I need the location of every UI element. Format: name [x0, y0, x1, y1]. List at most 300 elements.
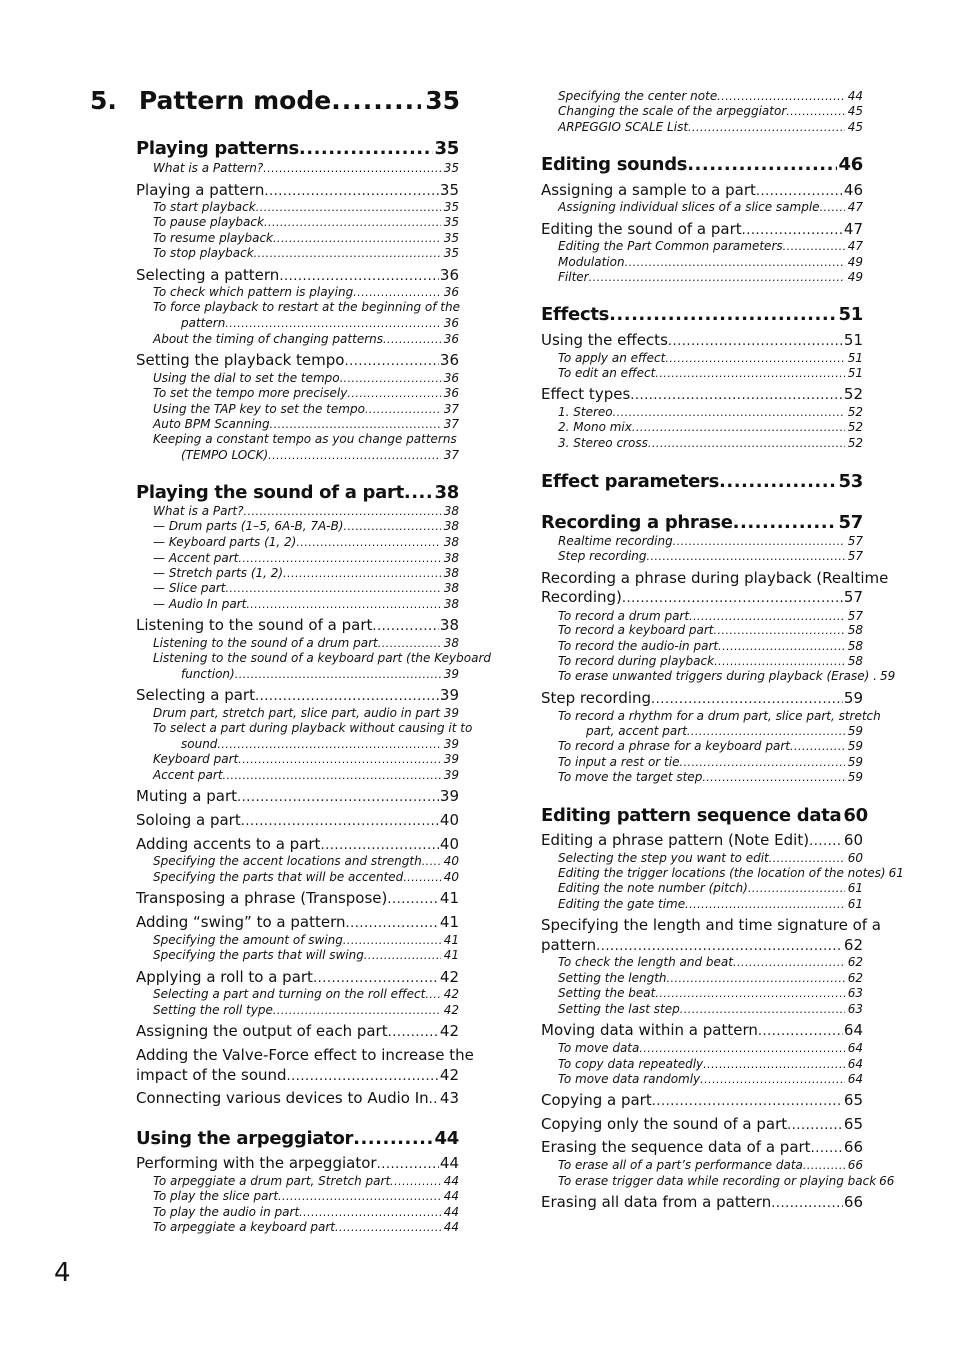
- toc-entry-title: Selecting the step you want to edit: [558, 851, 769, 865]
- toc-entry[interactable]: [136, 968, 459, 986]
- toc-subentry[interactable]: [558, 534, 863, 548]
- toc-entry-title: Step recording: [541, 689, 652, 707]
- toc-entry[interactable]: [541, 1091, 863, 1109]
- toc-entry-page: 51: [838, 304, 863, 325]
- toc-entry-title: pattern: [541, 936, 597, 954]
- leader-dots: [279, 269, 439, 284]
- toc-subentry[interactable]: [153, 1205, 459, 1219]
- toc-subentry[interactable]: [558, 270, 863, 284]
- toc-entry-title: Modulation: [558, 255, 625, 269]
- toc-entry[interactable]: [541, 936, 863, 954]
- leader-dots: [226, 582, 441, 595]
- toc-entry[interactable]: [541, 220, 863, 238]
- toc-entry-title: Keeping a constant tempo as you change patterns: [153, 432, 457, 446]
- toc-subentry[interactable]: [558, 709, 881, 723]
- toc-entry-title: To edit an effect: [558, 366, 656, 380]
- leader-dots: [335, 1221, 441, 1234]
- toc-subentry[interactable]: [153, 285, 459, 299]
- toc-entry-title: Adding “swing” to a pattern: [136, 913, 346, 931]
- toc-entry-title: To select a part during playback without causing it to: [153, 721, 473, 735]
- toc-entry-title: Transposing a phrase (Transpose): [136, 889, 388, 907]
- leader-dots: [632, 421, 845, 434]
- toc-subentry[interactable]: [153, 581, 459, 595]
- leader-dots: [347, 387, 440, 400]
- toc-entry[interactable]: [541, 588, 863, 606]
- leader-dots: [372, 619, 439, 634]
- toc-entry-page: 63: [847, 986, 863, 1000]
- toc-subentry[interactable]: [558, 881, 863, 895]
- toc-entry-page: 65: [843, 1115, 863, 1133]
- toc-entry-page: 62: [847, 955, 863, 969]
- toc-entry-title: Setting the length: [558, 971, 667, 985]
- toc-entry-title: To check the length and beat: [558, 955, 733, 969]
- toc-subentry[interactable]: [153, 432, 459, 446]
- leader-dots: [685, 898, 845, 911]
- toc-entry-page: 62: [847, 971, 863, 985]
- toc-subentry[interactable]: [558, 724, 863, 738]
- toc-entry-title: Adding accents to a part: [136, 835, 321, 853]
- leader-dots: [668, 334, 843, 349]
- toc-entry-title: To resume playback: [153, 231, 273, 245]
- toc-entry-page: 36: [443, 371, 459, 385]
- toc-entry-page: 59: [847, 755, 863, 769]
- toc-entry-title: Using the arpeggiator: [136, 1128, 354, 1149]
- toc-entry-title: Assigning a sample to a part: [541, 181, 756, 199]
- leader-dots: [246, 598, 440, 611]
- toc-entry-page: 51: [847, 351, 863, 365]
- toc-entry[interactable]: [136, 616, 459, 634]
- leader-dots: [803, 1159, 845, 1172]
- toc-entry-title: — Accent part: [153, 551, 239, 565]
- toc-subentry[interactable]: [558, 405, 863, 419]
- toc-entry[interactable]: [541, 385, 863, 403]
- toc-entry-title: Effects: [541, 304, 610, 325]
- toc-entry[interactable]: [136, 1066, 459, 1084]
- toc-entry-page: 58: [847, 654, 863, 668]
- leader-dots: [733, 956, 845, 969]
- toc-subentry[interactable]: [153, 402, 459, 416]
- toc-entry-page: 38: [443, 519, 459, 533]
- leader-dots: [264, 184, 439, 199]
- leader-dots: [758, 1024, 843, 1039]
- leader-dots: [596, 939, 843, 954]
- toc-entry-title: To arpeggiate a drum part, Stretch part: [153, 1174, 391, 1188]
- toc-subentry[interactable]: [153, 246, 459, 260]
- toc-subentry[interactable]: [153, 316, 459, 330]
- leader-dots: [655, 367, 844, 380]
- leader-dots: [365, 403, 441, 416]
- toc-entry[interactable]: [541, 689, 863, 707]
- toc-entry[interactable]: [541, 831, 863, 849]
- toc-entry[interactable]: [136, 1154, 459, 1172]
- toc-subentry[interactable]: [153, 566, 459, 580]
- toc-entry-page: 45: [847, 120, 863, 134]
- toc-subentry[interactable]: [153, 535, 459, 549]
- toc-subentry[interactable]: [153, 721, 473, 735]
- toc-entry-page: 40: [439, 835, 459, 853]
- toc-entry[interactable]: [136, 811, 459, 829]
- toc-section-heading[interactable]: [541, 805, 868, 826]
- toc-entry-title: Drum part, stretch part, slice part, audio in part: [153, 706, 441, 720]
- toc-entry-page: 64: [847, 1041, 863, 1055]
- toc-entry-title: To arpeggiate a keyboard part: [153, 1220, 336, 1234]
- toc-entry-page: 52: [847, 420, 863, 434]
- toc-subentry[interactable]: [558, 755, 863, 769]
- toc-subentry[interactable]: [558, 420, 863, 434]
- toc-entry-page: 35: [443, 200, 459, 214]
- toc-entry-page: 44: [443, 1220, 459, 1234]
- toc-entry-page: 52: [843, 385, 863, 403]
- toc-entry-title: To erase trigger data while recording or playing back: [558, 1174, 877, 1188]
- toc-subentry[interactable]: [558, 436, 863, 450]
- toc-subentry[interactable]: [558, 986, 863, 1000]
- toc-subentry[interactable]: [153, 651, 492, 665]
- toc-section-heading[interactable]: [541, 471, 863, 492]
- toc-entry-page: 36: [443, 316, 459, 330]
- toc-entry-title: Adding the Valve-Force effect to increase the: [136, 1046, 474, 1064]
- toc-entry-page: 39: [439, 787, 459, 805]
- chapter-page: 35: [425, 86, 460, 115]
- toc-entry-page: 51: [843, 331, 863, 349]
- toc-entry-title: Copying a part: [541, 1091, 652, 1109]
- toc-subentry[interactable]: [558, 89, 863, 103]
- toc-entry-page: 42: [439, 968, 459, 986]
- toc-entry-page: 43: [439, 1089, 459, 1107]
- leader-dots: [343, 372, 440, 385]
- leader-dots: [787, 1118, 843, 1133]
- leader-dots: [609, 304, 836, 325]
- leader-dots: [353, 286, 441, 299]
- toc-entry-page: 47: [843, 220, 863, 238]
- toc-entry-page: 38: [443, 636, 459, 650]
- toc-subentry[interactable]: [153, 870, 459, 884]
- toc-entry-title: What is a Part?: [153, 504, 244, 518]
- leader-dots: [283, 567, 441, 580]
- toc-entry-page: 59: [847, 770, 863, 784]
- toc-entry-page: 38: [443, 566, 459, 580]
- toc-entry-title: To record a rhythm for a drum part, slice part, stretch: [558, 709, 881, 723]
- leader-dots: [771, 1196, 843, 1211]
- toc-subentry[interactable]: [558, 1002, 863, 1016]
- toc-subentry[interactable]: [558, 239, 863, 253]
- leader-dots: [241, 814, 439, 829]
- leader-dots: [622, 591, 843, 606]
- leader-dots: [717, 90, 845, 103]
- toc-subentry[interactable]: [558, 971, 863, 985]
- toc-subentry[interactable]: [153, 371, 459, 385]
- leader-dots: [769, 852, 845, 865]
- toc-subentry[interactable]: [153, 987, 459, 1001]
- toc-section-heading[interactable]: [541, 512, 863, 533]
- toc-subentry[interactable]: [153, 161, 459, 175]
- leader-dots: [719, 471, 837, 492]
- toc-subentry[interactable]: [558, 1158, 863, 1172]
- toc-entry-title: Specifying the length and time signature of a: [541, 916, 881, 934]
- leader-dots: [742, 223, 843, 238]
- toc-subentry[interactable]: [558, 1072, 863, 1086]
- toc-subentry[interactable]: [558, 255, 863, 269]
- leader-dots: [320, 838, 438, 853]
- toc-subentry[interactable]: [558, 366, 863, 380]
- toc-entry-page: 44: [443, 1205, 459, 1219]
- leader-dots: [756, 184, 843, 199]
- leader-dots: [346, 916, 439, 931]
- toc-subentry[interactable]: [153, 551, 459, 565]
- leader-dots: [790, 740, 845, 753]
- toc-entry[interactable]: [136, 351, 459, 369]
- toc-subentry[interactable]: [558, 639, 863, 653]
- toc-entry-page: 57: [847, 534, 863, 548]
- toc-entry-page: 46: [843, 181, 863, 199]
- toc-section-heading[interactable]: [541, 304, 863, 325]
- toc-entry-title: To record the audio-in part: [558, 639, 719, 653]
- toc-subentry[interactable]: [558, 1174, 895, 1188]
- leader-dots: [703, 1058, 845, 1071]
- toc-entry[interactable]: [136, 913, 459, 931]
- leader-dots: [270, 418, 441, 431]
- toc-entry-title: Using the TAP key to set the tempo: [153, 402, 365, 416]
- leader-dots: [273, 232, 441, 245]
- toc-entry-title: impact of the sound: [136, 1066, 287, 1084]
- toc-entry-title: Selecting a part: [136, 686, 255, 704]
- toc-entry-page: 63: [847, 1002, 863, 1016]
- leader-dots: [689, 610, 845, 623]
- toc-subentry[interactable]: [558, 623, 863, 637]
- toc-entry-title: To record a phrase for a keyboard part: [558, 739, 790, 753]
- toc-subentry[interactable]: [558, 654, 863, 668]
- toc-entry-title: Specifying the parts that will be accented: [153, 870, 404, 884]
- leader-dots: [667, 972, 845, 985]
- toc-entry[interactable]: [541, 1115, 863, 1133]
- leader-dots: [388, 1025, 439, 1040]
- toc-entry-title: ARPEGGIO SCALE List: [558, 120, 689, 134]
- toc-entry-page: 38: [443, 597, 459, 611]
- toc-subentry[interactable]: [153, 768, 459, 782]
- toc-entry[interactable]: [541, 916, 881, 934]
- toc-entry-title: To record during playback: [558, 654, 715, 668]
- toc-section-heading[interactable]: [136, 1128, 459, 1149]
- toc-subentry[interactable]: [153, 332, 459, 346]
- toc-entry-page: 39: [443, 768, 459, 782]
- toc-subentry[interactable]: [558, 897, 863, 911]
- leader-dots: [404, 482, 433, 503]
- leader-dots: [264, 216, 441, 229]
- leader-dots: [648, 437, 845, 450]
- toc-entry-page: 35: [443, 215, 459, 229]
- toc-entry[interactable]: [136, 1046, 474, 1064]
- toc-subentry[interactable]: [153, 300, 459, 314]
- toc-subentry[interactable]: [153, 1189, 459, 1203]
- toc-entry-title: Assigning the output of each part: [136, 1022, 388, 1040]
- toc-entry-page: 36: [443, 332, 459, 346]
- toc-entry-page: 35: [443, 231, 459, 245]
- toc-entry-page: 39: [443, 667, 459, 681]
- toc-subentry[interactable]: [153, 737, 459, 751]
- toc-entry-title: Listening to the sound of a keyboard part (the Keyboard: [153, 651, 492, 665]
- toc-entry[interactable]: [136, 266, 459, 284]
- toc-entry-page: 35: [443, 161, 459, 175]
- toc-subentry[interactable]: [153, 215, 459, 229]
- toc-entry-title: Erasing all data from a pattern: [541, 1193, 772, 1211]
- toc-entry[interactable]: [136, 1089, 459, 1107]
- toc-subentry[interactable]: [558, 1041, 863, 1055]
- toc-entry-page: 39: [439, 686, 459, 704]
- toc-entry-title: pattern: [181, 316, 226, 330]
- toc-entry-page: 36: [443, 285, 459, 299]
- toc-entry[interactable]: [541, 331, 863, 349]
- toc-section-heading[interactable]: [136, 482, 459, 503]
- toc-entry-title: Connecting various devices to Audio In: [136, 1089, 429, 1107]
- toc-entry-title: Editing the Part Common parameters: [558, 239, 783, 253]
- toc-entry-page: 38: [439, 616, 459, 634]
- toc-subentry[interactable]: [558, 669, 896, 683]
- toc-entry-title: Specifying the parts that will swing: [153, 948, 364, 962]
- toc-subentry[interactable]: [558, 851, 863, 865]
- toc-subentry[interactable]: [558, 770, 863, 784]
- toc-subentry[interactable]: [558, 739, 863, 753]
- chapter-title: Pattern mode: [138, 86, 332, 115]
- toc-entry-title: To play the slice part: [153, 1189, 279, 1203]
- toc-entry-page: 66: [879, 1174, 895, 1188]
- leader-dots: [700, 1073, 845, 1086]
- toc-entry-title: (TEMPO LOCK): [181, 448, 269, 462]
- toc-entry-title: About the timing of changing patterns: [153, 332, 383, 346]
- toc-entry-page: 40: [443, 870, 459, 884]
- toc-subentry[interactable]: [558, 549, 863, 563]
- toc-entry-title: — Keyboard parts (1, 2): [153, 535, 297, 549]
- toc-entry-page: 42: [443, 1003, 459, 1017]
- toc-subentry[interactable]: [153, 854, 459, 868]
- toc-subentry[interactable]: [558, 1057, 863, 1071]
- toc-entry[interactable]: [136, 686, 459, 704]
- toc-subentry[interactable]: [153, 636, 459, 650]
- toc-entry-title: To input a rest or tie: [558, 755, 680, 769]
- toc-subentry[interactable]: [153, 1003, 459, 1017]
- toc-subentry[interactable]: [153, 706, 459, 720]
- toc-entry-title: Recording a phrase during playback (Realtime: [541, 569, 889, 587]
- toc-entry-title: 3. Stereo cross: [558, 436, 648, 450]
- toc-entry-title: Accent part: [153, 768, 223, 782]
- toc-entry-title: Editing pattern sequence data: [541, 805, 842, 826]
- toc-entry[interactable]: [541, 181, 863, 199]
- toc-subentry[interactable]: [153, 519, 459, 533]
- toc-subentry[interactable]: [153, 948, 459, 962]
- leader-dots: [639, 1042, 844, 1055]
- toc-subentry[interactable]: [153, 1220, 459, 1234]
- toc-entry[interactable]: [541, 1138, 863, 1156]
- toc-subentry[interactable]: [153, 231, 459, 245]
- toc-entry-page: 66: [847, 1158, 863, 1172]
- toc-subentry[interactable]: [558, 955, 863, 969]
- toc-entry-page: 38: [443, 551, 459, 565]
- toc-entry-page: 41: [443, 933, 459, 947]
- toc-entry-title: To start playback: [153, 200, 256, 214]
- toc-entry[interactable]: [136, 1022, 459, 1040]
- leader-dots: [679, 756, 844, 769]
- toc-entry[interactable]: [136, 181, 459, 199]
- toc-subentry[interactable]: [558, 609, 863, 623]
- toc-subentry[interactable]: [153, 448, 459, 462]
- toc-subentry[interactable]: [558, 866, 904, 880]
- toc-entry-title: Playing patterns: [136, 138, 299, 159]
- toc-subentry[interactable]: [558, 104, 863, 118]
- toc-entry-page: 42: [439, 1066, 459, 1084]
- toc-entry-title: Moving data within a pattern: [541, 1021, 758, 1039]
- leader-dots: [256, 201, 441, 214]
- toc-entry-title: Recording a phrase: [541, 512, 733, 533]
- toc-entry-title: Listening to the sound of a drum part: [153, 636, 378, 650]
- toc-entry-title: Playing the sound of a part: [136, 482, 404, 503]
- leader-dots: [364, 949, 441, 962]
- toc-subentry[interactable]: [558, 120, 863, 134]
- leader-dots: [383, 333, 441, 346]
- toc-entry-page: 65: [843, 1091, 863, 1109]
- toc-entry-page: 44: [443, 1189, 459, 1203]
- toc-subentry[interactable]: [153, 597, 459, 611]
- leader-dots: [665, 352, 844, 365]
- leader-dots: [422, 855, 441, 868]
- toc-entry-title: Editing the trigger locations (the location of the notes): [558, 866, 886, 880]
- toc-entry-title: Specifying the center note: [558, 89, 718, 103]
- toc-subentry[interactable]: [153, 1174, 459, 1188]
- toc-entry-title: Effect types: [541, 385, 631, 403]
- leader-dots: [268, 449, 441, 462]
- toc-entry-title: To erase unwanted triggers during playback (Erase) .: [558, 669, 877, 683]
- toc-entry[interactable]: [136, 835, 459, 853]
- toc-entry-page: 35: [443, 246, 459, 260]
- toc-entry-title: Editing the note number (pitch): [558, 881, 748, 895]
- toc-subentry[interactable]: [153, 200, 459, 214]
- toc-entry[interactable]: [136, 889, 459, 907]
- leader-dots: [331, 86, 421, 115]
- toc-entry-page: 52: [847, 436, 863, 450]
- toc-entry[interactable]: [541, 569, 889, 587]
- toc-entry[interactable]: [541, 1021, 863, 1039]
- toc-section-heading[interactable]: [541, 154, 863, 175]
- toc-subentry[interactable]: [153, 504, 459, 518]
- leader-dots: [278, 1190, 441, 1203]
- toc-entry-page: 40: [443, 854, 459, 868]
- toc-entry-page: 39: [443, 706, 459, 720]
- toc-entry-title: Performing with the arpeggiator: [136, 1154, 377, 1172]
- toc-subentry[interactable]: [153, 417, 459, 431]
- toc-entry-title: Selecting a part and turning on the roll effect: [153, 987, 426, 1001]
- toc-subentry[interactable]: [153, 752, 459, 766]
- toc-entry-page: 49: [847, 270, 863, 284]
- toc-entry-title: To erase all of a part’s performance data: [558, 1158, 803, 1172]
- toc-entry[interactable]: [541, 1193, 863, 1211]
- leader-dots: [680, 1003, 845, 1016]
- toc-entry-title: To apply an effect: [558, 351, 666, 365]
- toc-entry-title: Specifying the amount of swing: [153, 933, 343, 947]
- leader-dots: [353, 1128, 432, 1149]
- toc-subentry[interactable]: [153, 386, 459, 400]
- toc-entry-page: 35: [434, 138, 459, 159]
- toc-entry-title: Soloing a part: [136, 811, 241, 829]
- chapter-number: 5.: [90, 86, 117, 115]
- toc-subentry[interactable]: [558, 351, 863, 365]
- toc-entry[interactable]: [136, 787, 459, 805]
- toc-subentry[interactable]: [153, 933, 459, 947]
- toc-entry-title: Recording): [541, 588, 622, 606]
- toc-subentry[interactable]: [558, 200, 863, 214]
- toc-section-heading[interactable]: [136, 138, 459, 159]
- leader-dots: [238, 552, 440, 565]
- toc-entry-title: Editing the gate time: [558, 897, 686, 911]
- toc-subentry[interactable]: [153, 667, 459, 681]
- leader-dots: [403, 871, 440, 884]
- toc-entry-page: 61: [847, 897, 863, 911]
